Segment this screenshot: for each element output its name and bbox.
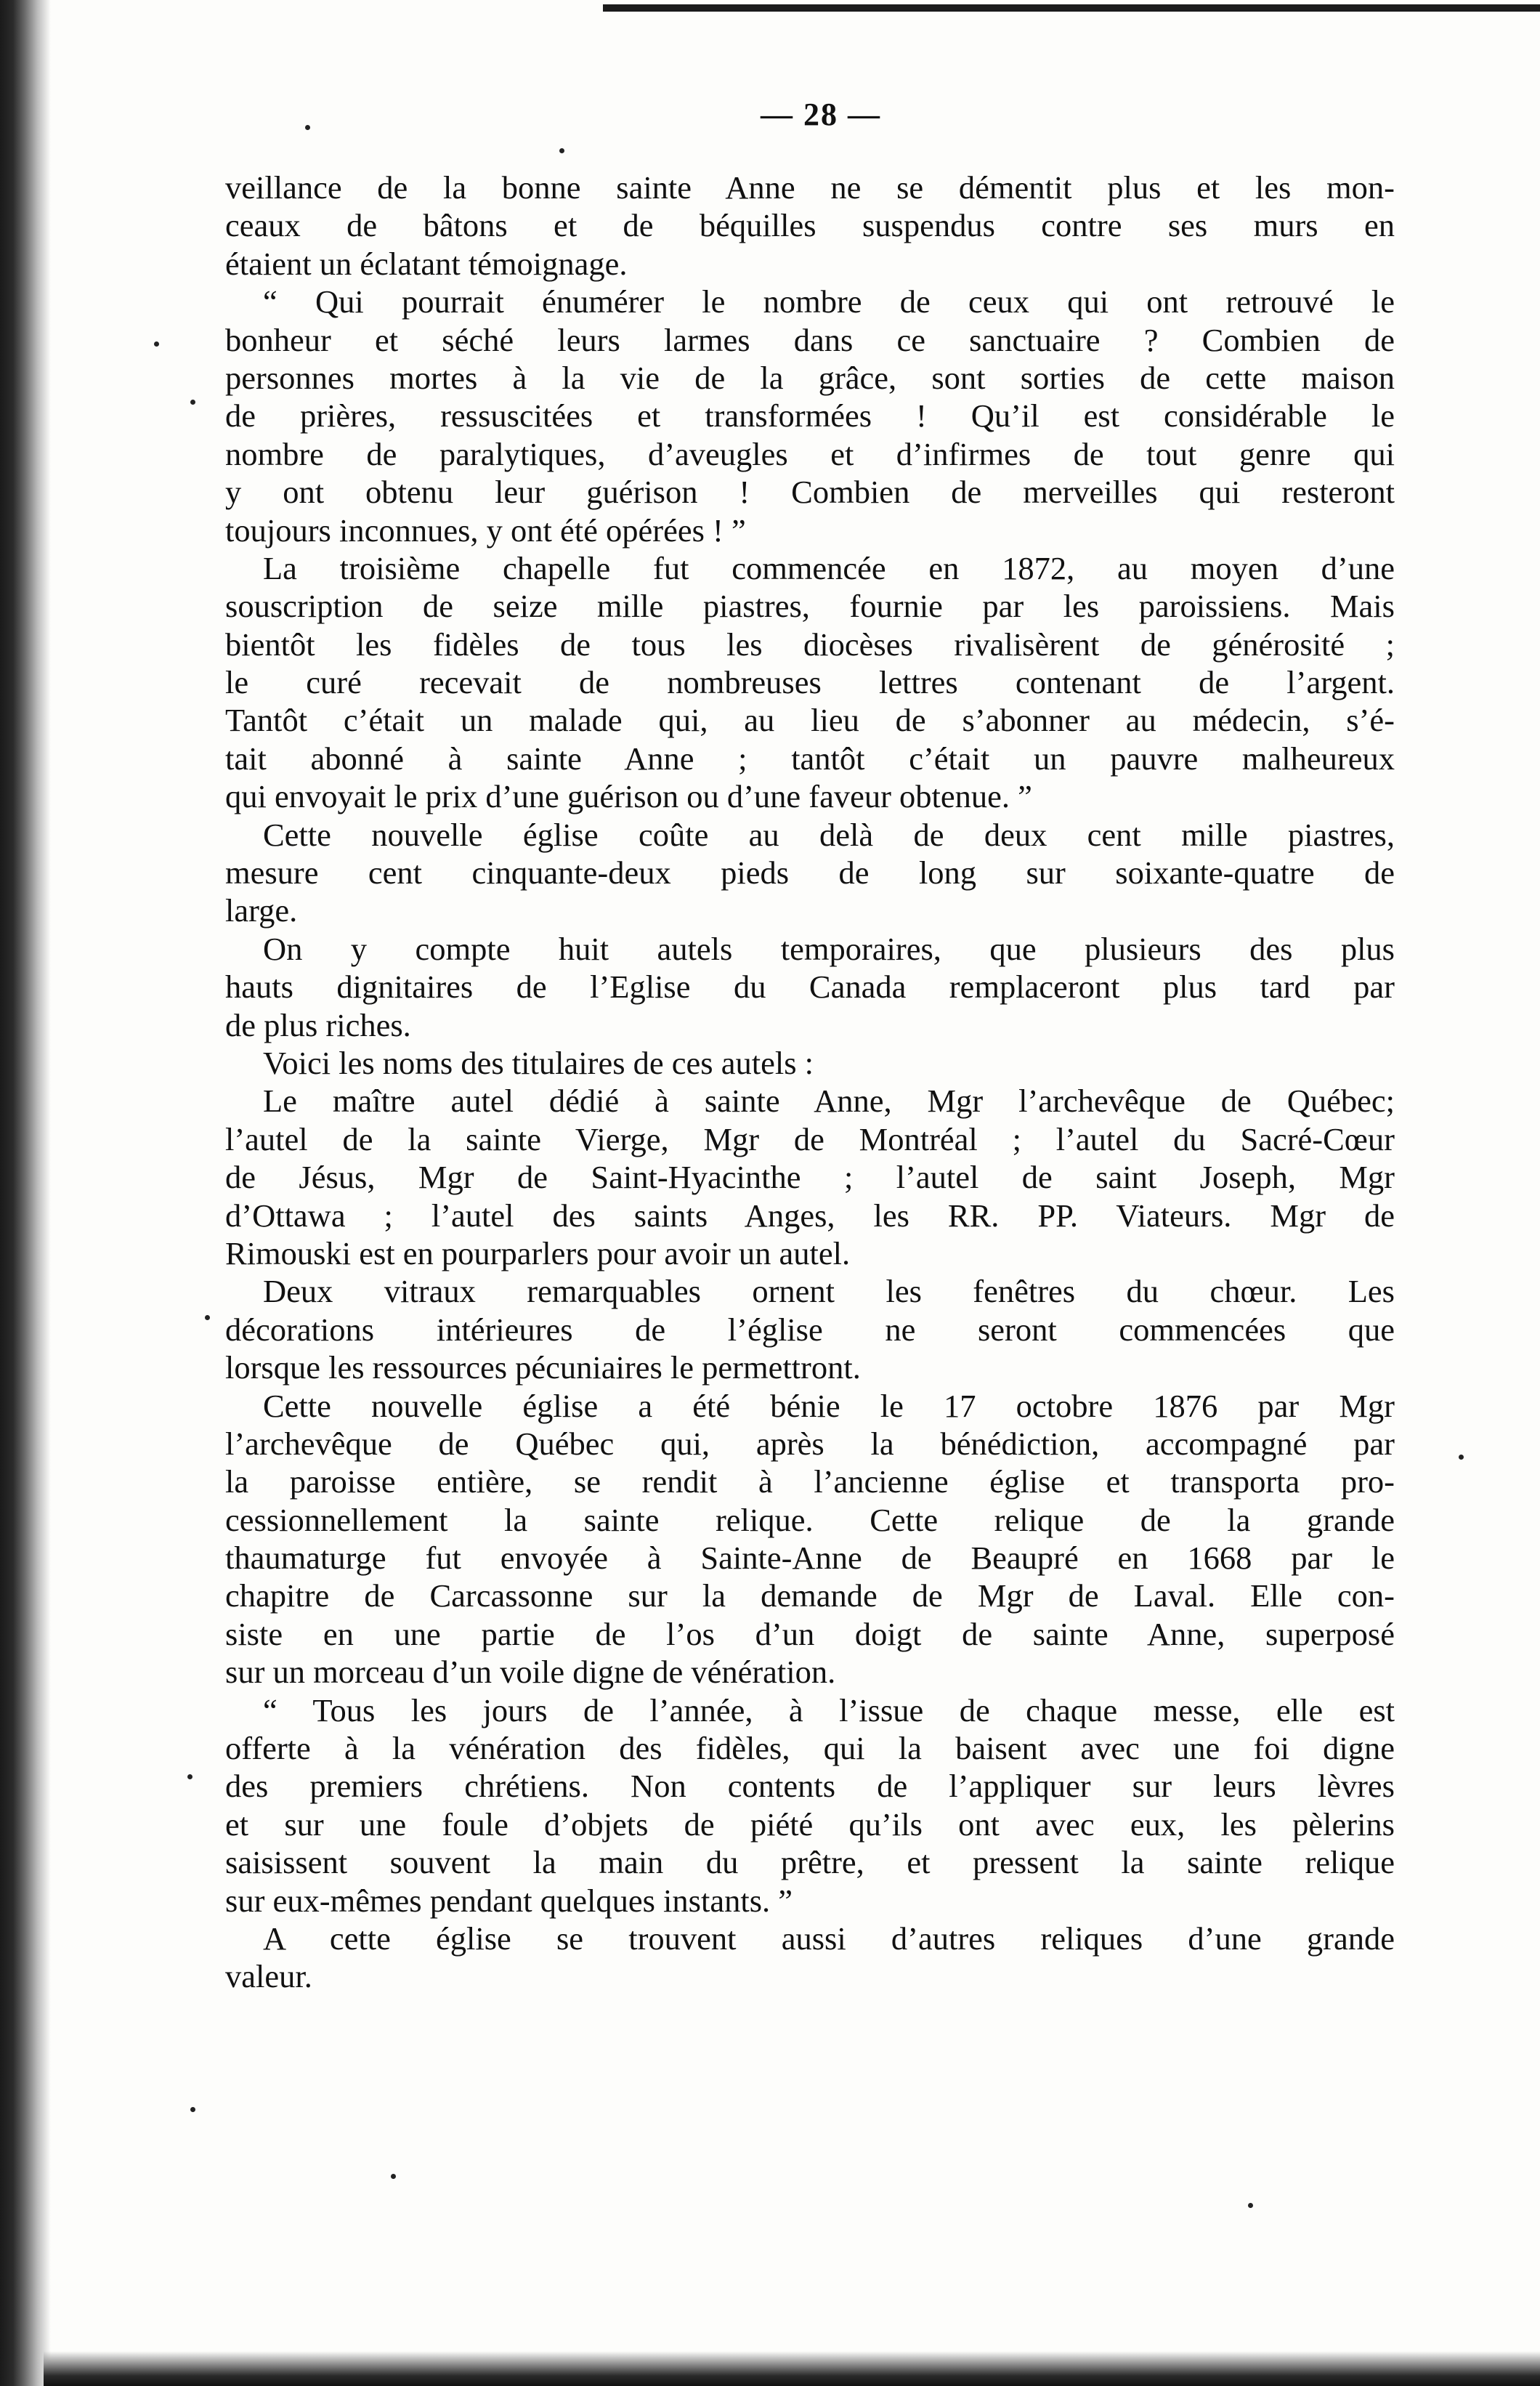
text-line: tait abonné à sainte Anne ; tantôt c’était un pauvre malheureux [225,740,1395,777]
text-line: “ Qui pourrait énumérer le nombre de ceux qui ont retrouvé le [263,283,1395,320]
text-line: qui envoyait le prix d’une guérison ou d’une faveur obtenue. ” [225,778,1032,815]
text-line: nombre de paralytiques, d’aveugles et d’infirmes de tout genre qui [225,435,1395,472]
text-line: l’archevêque de Québec qui, après la bénédiction, accompagné par [225,1425,1395,1462]
text-line: bonheur et séché leurs larmes dans ce sanctuaire ? Combien de [225,321,1395,358]
scan-speck [1248,2203,1253,2208]
text-line: Cette nouvelle église coûte au delà de deux cent mille piastres, [263,816,1395,853]
page-number: — 28 — [761,97,881,132]
scan-speck [187,1774,192,1779]
text-line: décorations intérieures de l’église ne seront commencées que [225,1311,1395,1348]
text-line: mesure cent cinquante-deux pieds de long sur soixante-quatre de [225,854,1395,891]
top-edge-rule [603,4,1540,12]
text-line: la paroisse entière, se rendit à l’ancienne église et transporta pro- [225,1463,1395,1500]
text-line: ceaux de bâtons et de béquilles suspendus contre ses murs en [225,207,1395,244]
text-line: large. [225,892,298,929]
text-line: l’autel de la sainte Vierge, Mgr de Montréal ; l’autel du Sacré-Cœur [225,1120,1395,1157]
scan-speck [559,148,564,153]
text-line: La troisième chapelle fut commencée en 1872, au moyen d’une [263,549,1395,586]
text-line: personnes mortes à la vie de la grâce, sont sorties de cette maison [225,359,1395,396]
text-line: On y compte huit autels temporaires, que plusieurs des plus [263,930,1395,967]
scan-speck [1459,1455,1464,1460]
text-line: siste en une partie de l’os d’un doigt de sainte Anne, superposé [225,1615,1395,1652]
text-line: hauts dignitaires de l’Eglise du Canada remplaceront plus tard par [225,968,1395,1006]
scan-speck [305,125,310,130]
scan-speck [190,2107,195,2112]
text-line: de Jésus, Mgr de Saint-Hyacinthe ; l’autel de saint Joseph, Mgr [225,1159,1395,1196]
text-line: de plus riches. [225,1006,411,1043]
text-line: thaumaturge fut envoyée à Sainte-Anne de Beaupré en 1668 par le [225,1540,1395,1577]
text-line: y ont obtenu leur guérison ! Combien de merveilles qui resteront [225,474,1395,511]
scan-speck [205,1315,210,1320]
text-line: des premiers chrétiens. Non contents de l’appliquer sur leurs lèvres [225,1768,1395,1805]
text-line: étaient un éclatant témoignage. [225,245,628,282]
text-line: toujours inconnues, y ont été opérées ! ” [225,511,746,549]
scan-speck [154,341,159,347]
text-line: valeur. [225,1958,312,1995]
text-line: chapitre de Carcassonne sur la demande de Mgr de Laval. Elle con- [225,1577,1395,1614]
text-line: Cette nouvelle église a été bénie le 17 octobre 1876 par Mgr [263,1387,1395,1424]
bottom-edge-shadow [44,2351,1540,2386]
text-line: “ Tous les jours de l’année, à l’issue de chaque messe, elle est [263,1691,1395,1728]
text-line: bientôt les fidèles de tous les diocèses rivalisèrent de générosité ; [225,626,1395,663]
text-line: cessionnellement la sainte relique. Cette relique de la grande [225,1501,1395,1538]
text-line: offerte à la vénération des fidèles, qui la baisent avec une foi digne [225,1730,1395,1767]
text-line: Rimouski est en pourparlers pour avoir un autel. [225,1234,851,1271]
text-line: sur eux-mêmes pendant quelques instants. ” [225,1882,793,1919]
text-line: de prières, ressuscitées et transformées ! Qu’il est considérable le [225,397,1395,434]
text-line: Tantôt c’était un malade qui, au lieu de s’abonner au médecin, s’é- [225,702,1395,739]
text-line: veillance de la bonne sainte Anne ne se démentit plus et les mon- [225,169,1395,206]
text-line: Voici les noms des titulaires de ces autels : [263,1044,814,1081]
scan-speck [190,400,195,405]
text-line: saisissent souvent la main du prêtre, et pressent la sainte relique [225,1844,1395,1881]
text-line: d’Ottawa ; l’autel des saints Anges, les RR. PP. Viateurs. Mgr de [225,1197,1395,1234]
text-line: le curé recevait de nombreuses lettres contenant de l’argent. [225,664,1395,701]
text-line: sur un morceau d’un voile digne de vénération. [225,1654,836,1691]
scan-speck [391,2174,396,2179]
binding-shadow [0,0,51,2386]
text-line: et sur une foule d’objets de piété qu’ils ont avec eux, les pèlerins [225,1805,1395,1843]
text-line: lorsque les ressources pécuniaires le permettront. [225,1349,861,1386]
text-line: A cette église se trouvent aussi d’autres reliques d’une grande [263,1920,1395,1957]
text-line: Le maître autel dédié à sainte Anne, Mgr l’archevêque de Québec; [263,1083,1395,1120]
text-line: souscription de seize mille piastres, fournie par les paroissiens. Mais [225,588,1395,625]
body-text [225,169,1395,1996]
text-line: Deux vitraux remarquables ornent les fenêtres du chœur. Les [263,1273,1395,1310]
